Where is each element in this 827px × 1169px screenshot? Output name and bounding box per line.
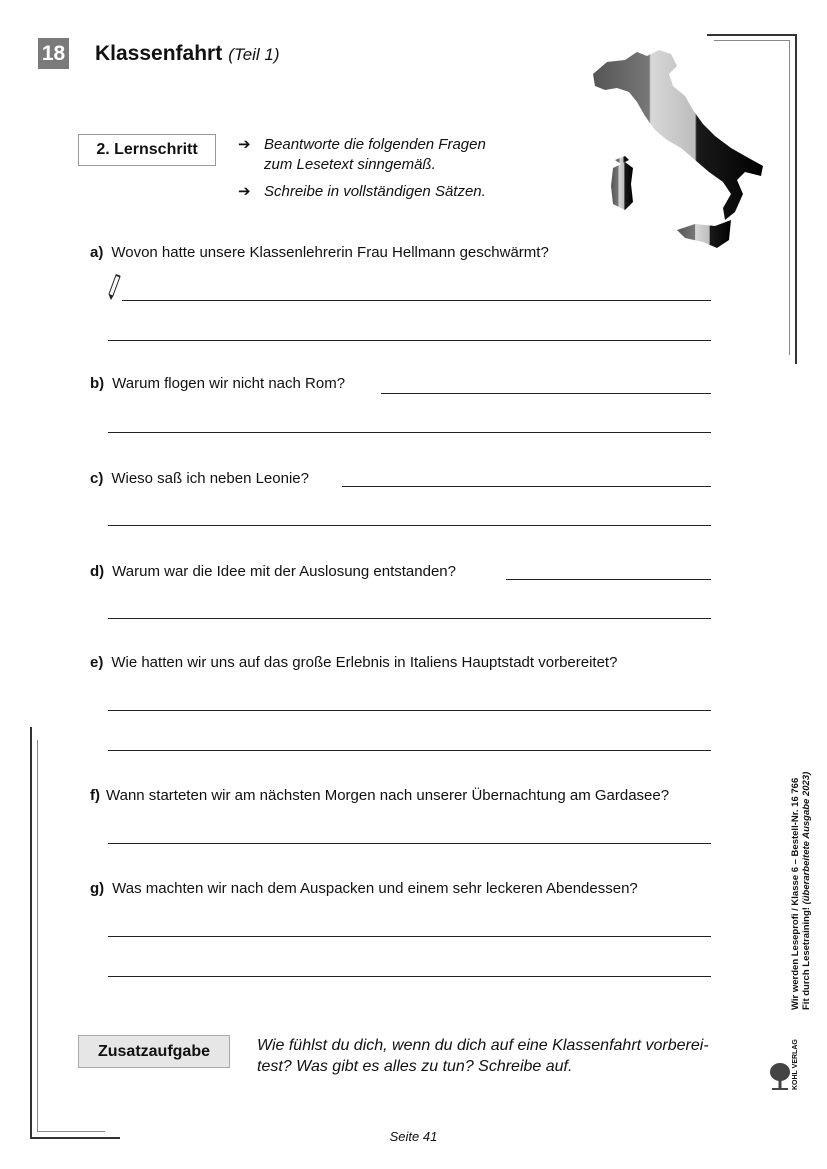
answer-line-d2[interactable] [108, 618, 711, 619]
question-g: g) Was machten wir nach dem Auspacken und einem sehr leckeren Abendessen? [90, 880, 638, 897]
frame-top-right-v [795, 34, 797, 364]
title-subtitle: (Teil 1) [228, 45, 280, 64]
worksheet-number: 18 [38, 38, 69, 69]
answer-line-c1[interactable] [342, 486, 711, 487]
frame-top-right-h [707, 34, 797, 36]
publisher-name: KOHL VERLAG [792, 1039, 799, 1090]
answer-line-g2[interactable] [108, 976, 711, 977]
step-label-box: 2. Lernschritt [78, 134, 216, 166]
title-text: Klassenfahrt [95, 42, 223, 65]
page-number: Seite 41 [389, 1129, 438, 1144]
extra-task-label: Zusatzaufgabe [78, 1035, 230, 1068]
answer-line-g1[interactable] [108, 936, 711, 937]
page-title [95, 42, 280, 66]
arrow-right-icon: ➔ [238, 136, 251, 153]
question-a: a) Wovon hatte unsere Klassenlehrerin Frau Hellmann geschwärmt? [90, 244, 549, 261]
answer-line-f1[interactable] [108, 843, 711, 844]
arrow-right-icon: ➔ [238, 183, 251, 200]
frame-top-right-h2 [714, 40, 790, 41]
tree-logo-icon [768, 1062, 792, 1092]
frame-bottom-left-v2 [37, 740, 38, 1132]
italy-map-icon [585, 44, 770, 254]
answer-line-b1[interactable] [381, 393, 711, 394]
answer-line-d1[interactable] [506, 579, 711, 580]
answer-line-a1[interactable] [122, 300, 711, 301]
instruction-1: ➔ Beantworte die folgenden Fragen zum Lesetext sinngemäß. [238, 136, 486, 173]
question-f: f) Wann starteten wir am nächsten Morgen nach unserer Übernachtung am Gardasee? [90, 787, 670, 804]
side-publication-info: Wir werden Leseprofi / Klasse 6 – Bestell-Nr. 16 766 Fit durch Lesetraining! (überarbeitete Ausgabe 2023) [790, 771, 812, 1010]
question-c: c) Wieso saß ich neben Leonie? [90, 470, 309, 487]
frame-top-right-v2 [789, 40, 790, 355]
pencil-icon [106, 272, 122, 302]
answer-line-c2[interactable] [108, 525, 711, 526]
extra-task-text: Wie fühlst du dich, wenn du dich auf eine Klassenfahrt vorberei-test? Was gibt es alles zu tun? Schreibe auf. [257, 1037, 709, 1075]
answer-line-b2[interactable] [108, 432, 711, 433]
answer-line-a2[interactable] [108, 340, 711, 341]
answer-line-e1[interactable] [108, 710, 711, 711]
question-b: b) Warum flogen wir nicht nach Rom? [90, 375, 346, 392]
question-e: e) Wie hatten wir uns auf das große Erlebnis in Italiens Hauptstadt vorbereitet? [90, 654, 618, 671]
answer-line-e2[interactable] [108, 750, 711, 751]
question-d: d) Warum war die Idee mit der Auslosung entstanden? [90, 563, 456, 580]
instruction-2: ➔ Schreibe in vollständigen Sätzen. [238, 183, 486, 200]
frame-bottom-left-v [30, 727, 32, 1139]
